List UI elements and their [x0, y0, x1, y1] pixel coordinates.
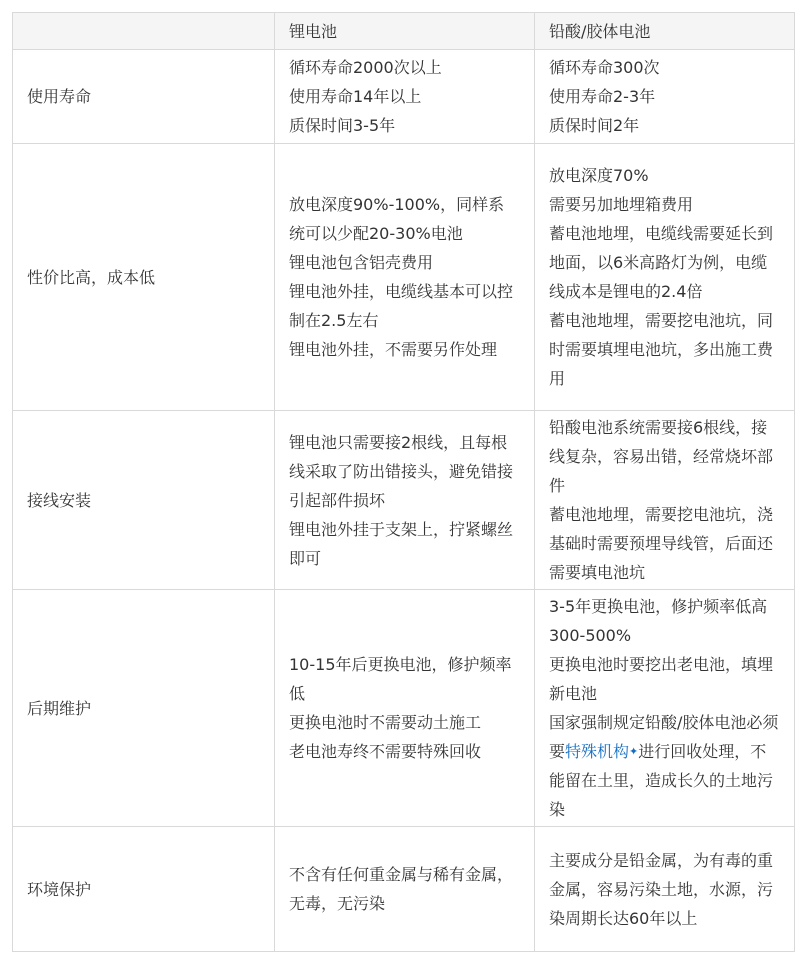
header-lithium: 锂电池: [275, 13, 535, 50]
cell-line: 蓄电池地埋，需要挖电池坑，同时需要填埋电池坑，多出施工费用: [549, 311, 774, 388]
cell-line: 锂电池外挂于支架上，拧紧螺丝即可: [289, 519, 514, 568]
cell-line: 需要另加地埋箱费用: [549, 195, 694, 214]
comparison-table: [12, 12, 795, 952]
cell-line: 蓄电池地埋，需要挖电池坑，浇基础时需要预埋导线管，后面还需要填电池坑: [549, 505, 774, 582]
cell-line: 锂电池只需要接2根线，且每根线采取了防出错接头，避免错接引起部件损坏: [289, 432, 514, 510]
row-label: 使用寿命: [13, 50, 275, 144]
cell-line: 放电深度70%: [549, 166, 649, 185]
sparkle-icon: ✦: [629, 745, 639, 758]
table-row: [13, 144, 795, 411]
header-row: [13, 13, 795, 50]
cell-line: 使用寿命14年以上: [289, 87, 422, 106]
cell-line: 循环寿命300次: [549, 58, 660, 77]
lithium-cell: [275, 827, 535, 952]
lead-cell: [535, 590, 795, 827]
cell-line: 蓄电池地埋，电缆线需要延长到地面，以6米高路灯为例，电缆线成本是锂电的2.4倍: [549, 224, 774, 301]
cell-line: 3-5年更换电池，修护频率低高300-500%: [549, 597, 768, 645]
cell-line: 更换电池时不需要动土施工: [289, 713, 482, 732]
cell-line: 老电池寿终不需要特殊回收: [289, 742, 482, 761]
row-label: 性价比高，成本低: [13, 144, 275, 411]
lead-cell: [535, 50, 795, 144]
cell-line: 更换电池时要挖出老电池，填埋新电池: [549, 655, 774, 703]
lithium-cell: [275, 590, 535, 827]
cell-line: 锂电池包含铝壳费用: [289, 253, 434, 272]
cell-line: 质保时间2年: [549, 116, 640, 135]
lead-cell: [535, 411, 795, 590]
row-label: 接线安装: [13, 411, 275, 590]
cell-line: 铅酸电池系统需要接6根线，接线复杂，容易出错，经常烧坏部件: [549, 418, 774, 495]
cell-text: 进行回收处理，不能留在土里，造成长久的土地污染: [549, 742, 774, 819]
table-row: [13, 827, 795, 952]
table-row: [13, 411, 795, 590]
cell-line: 10-15年后更换电池，修护频率低: [289, 655, 512, 703]
cell-text: 国家强制规定铅酸/胶体电池必须要: [549, 713, 779, 761]
cell-line-rich: [549, 708, 780, 824]
header-empty: [13, 13, 275, 50]
header-lead-acid: 铅酸/胶体电池: [535, 13, 795, 50]
row-label: 环境保护: [13, 827, 275, 952]
table-row: [13, 590, 795, 827]
lithium-cell: [275, 50, 535, 144]
cell-line: 循环寿命2000次以上: [289, 58, 442, 77]
cell-line: 放电深度90%-100%，同样系统可以少配20-30%电池: [289, 195, 505, 243]
lead-cell: [535, 827, 795, 952]
cell-line: 主要成分是铅金属，为有毒的重金属，容易污染土地，水源，污染周期长达60年以上: [549, 850, 774, 928]
cell-line: 锂电池外挂，电缆线基本可以控制在2.5左右: [289, 282, 514, 330]
table-row: [13, 50, 795, 144]
lithium-cell: [275, 144, 535, 411]
cell-line: 不含有任何重金属与稀有金属，无毒，无污染: [289, 865, 514, 913]
lithium-cell: [275, 411, 535, 590]
cell-line: 锂电池外挂，不需要另作处理: [289, 340, 498, 359]
cell-line: 使用寿命2-3年: [549, 87, 656, 106]
row-label: 后期维护: [13, 590, 275, 827]
cell-line: 质保时间3-5年: [289, 116, 396, 135]
special-agency-link[interactable]: 特殊机构: [565, 742, 630, 761]
lead-cell: [535, 144, 795, 411]
